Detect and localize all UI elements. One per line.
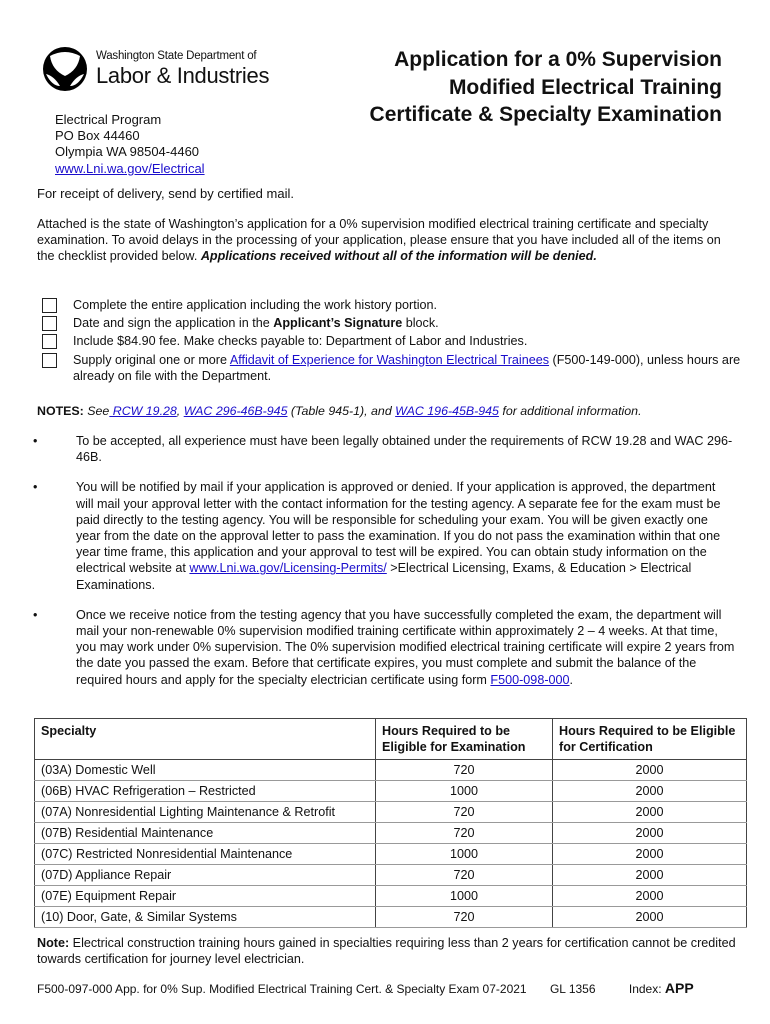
checkbox[interactable]: [42, 316, 57, 331]
table-row: [35, 760, 747, 781]
specialty-cell: (10) Door, Gate, & Similar Systems: [35, 907, 376, 928]
exam-hours-cell: 720: [376, 802, 553, 823]
exam-hours-cell: 1000: [376, 781, 553, 802]
specialty-hours-table: [34, 718, 747, 928]
index-value: APP: [664, 980, 694, 996]
table-row: [35, 844, 747, 865]
cert-hours-cell: 2000: [553, 802, 747, 823]
page-title: [370, 46, 722, 129]
bullet-item: • Once we receive notice from the testing agency that you have successfully completed the exam, the department will mail your non-renewable 0% supervision modified training certificate within approximately 2 – 4 weeks. At that time, you may work under 0% supervision. The 0% supervision modified electrical training certificate will expire 2 years from the date you passed the exam. Before that certificate expires, you must complete and submit the balance of the required hours and apply for the specialty electrician certificate using form F500-098-000.: [33, 607, 735, 687]
specialty-cell: (07A) Nonresidential Lighting Maintenance & Retrofit: [35, 802, 376, 823]
note-text: Electrical construction training hours gained in specialties requiring less than 2 years for certification cannot be credited towards certification for journey level electrician.: [37, 936, 736, 967]
cert-hours-cell: 2000: [553, 886, 747, 907]
checklist-text: Date and sign the application in the: [73, 316, 274, 331]
checklist-bold: Applicant’s Signature: [273, 316, 403, 331]
cert-hours-cell: 2000: [553, 781, 747, 802]
checkbox[interactable]: [42, 334, 57, 349]
po-box: PO Box 44460: [55, 128, 140, 144]
header-cert-hours: Hours Required to be Eligible for Certification: [553, 719, 747, 760]
form-number: F500-097-000 App. for 0% Sup. Modified Electrical Training Cert. & Specialty Exam 07-2021: [37, 982, 527, 996]
table-row: [35, 823, 747, 844]
mailing-address: [55, 112, 205, 177]
bullet-text: Once we receive notice from the testing agency that you have successfully completed the exam, the department will mail your non-renewable 0% supervision modified training certificate within approximately 2 – 4 weeks. At that time, you may work under 0% supervision. The 0% supervision modified electrical training certificate will expire 2 years from the date you passed the exam. Before that certificate expires, you must complete and submit the balance of the required hours and apply for the specialty electrician certificate using form: [76, 607, 735, 687]
cert-hours-cell: 2000: [553, 823, 747, 844]
intro-warning: Applications received without all of the information will be denied.: [200, 249, 597, 264]
specialty-cell: (07E) Equipment Repair: [35, 886, 376, 907]
specialty-cell: (06B) HVAC Refrigeration – Restricted: [35, 781, 376, 802]
specialty-cell: (03A) Domestic Well: [35, 760, 376, 781]
exam-hours-cell: 720: [376, 865, 553, 886]
checkbox[interactable]: [42, 298, 57, 313]
website-link[interactable]: www.Lni.wa.gov/Electrical: [55, 160, 205, 176]
header-specialty: Specialty: [35, 719, 376, 760]
bullet-item: • You will be notified by mail if your application is approved or denied. If your application is approved, the department will mail your approval letter with the contact information for the testing agency. A separate fee for the exam must be paid directly to the testing agency. You will be responsible for scheduling your exam. You will be given exactly one year from the date on the approval letter to pass the examination. If you do not pass the examination within that one year time frame, this application and your approval to test will be expired. You can obtain study information on the electrical website at www.Lni.wa.gov/Licensing-Permits/ >Electrical Licensing, Exams, & Education > Electrical Examinations.: [33, 480, 721, 592]
form-link[interactable]: F500-098-000: [490, 672, 570, 687]
notes-text: See: [83, 404, 110, 418]
bullet-list: [30, 433, 735, 702]
lni-logo-icon: [42, 46, 88, 92]
notes-text: ,: [176, 404, 184, 418]
agency-line2: Labor & Industries: [96, 63, 270, 89]
note-label: Note:: [37, 936, 70, 950]
program-name: Electrical Program: [55, 112, 162, 127]
intro-text: Attached is the state of Washington’s application for a 0% supervision modified electrical training certificate and specialty examination. To avoid delays in the processing of your application, please ensure that you have included all of the items on the checklist provided below.: [37, 217, 721, 264]
specialty-cell: (07B) Residential Maintenance: [35, 823, 376, 844]
exam-hours-cell: 1000: [376, 844, 553, 865]
table-row: [35, 781, 747, 802]
checklist-item: [42, 297, 742, 313]
licensing-link[interactable]: www.Lni.wa.gov/Licensing-Permits/: [189, 561, 387, 576]
notes-text: (Table 945-1), and: [287, 404, 396, 418]
rcw-link[interactable]: RCW 19.28: [109, 404, 177, 418]
index-label: Index:: [628, 982, 662, 996]
table-row: [35, 907, 747, 928]
checklist-text: Supply original one or more: [73, 352, 230, 367]
exam-hours-cell: 720: [376, 760, 553, 781]
checklist: [42, 297, 742, 386]
header-exam-hours: Hours Required to be Eligible for Examination: [376, 719, 553, 760]
cert-hours-cell: 2000: [553, 760, 747, 781]
bullet-text: To be accepted, all experience must have been legally obtained under the requirements of RCW 19.28 and WAC 296-46B.: [76, 434, 733, 465]
title-line: Application for a 0% Supervision: [394, 48, 722, 71]
table-row: [35, 802, 747, 823]
exam-hours-cell: 720: [376, 823, 553, 844]
lni-logo: [42, 46, 269, 92]
checklist-text: Complete the entire application including the work history portion.: [73, 298, 438, 312]
note: [37, 935, 737, 967]
wac-296-link[interactable]: WAC 296-46B-945: [183, 404, 288, 418]
cert-hours-cell: 2000: [553, 844, 747, 865]
agency-line1: Washington State Department of: [96, 49, 257, 62]
notes-text: for additional information.: [498, 404, 642, 418]
specialty-cell: (07D) Appliance Repair: [35, 865, 376, 886]
city-zip: Olympia WA 98504-4460: [55, 144, 200, 160]
notes-label: NOTES:: [37, 404, 84, 418]
bullet-text: You will be notified by mail if your application is approved or denied. If your application is approved, the department will mail your approval letter with the contact information for the testing agency. A separate fee for the exam must be paid directly to the testing agency. You will be responsible for scheduling your exam. You will be given exactly one year from the date on the approval letter to pass the examination. If you do not pass the examination within that one year time frame, this application and your approval to test will be expired. You can obtain study information on the electrical website at: [76, 480, 721, 576]
gl-number: GL 1356: [549, 982, 596, 996]
delivery-note: For receipt of delivery, send by certified mail.: [37, 186, 294, 201]
title-line: Modified Electrical Training: [448, 75, 722, 99]
checklist-text: (F500-149-000), unless hours are already on file with the Department.: [73, 352, 741, 383]
bullet-text: .: [569, 672, 574, 687]
checklist-item: [42, 352, 742, 384]
table-row: [35, 865, 747, 886]
checklist-item: [42, 315, 742, 331]
affidavit-link[interactable]: Affidavit of Experience for Washington Electrical Trainees: [229, 352, 550, 367]
checklist-item: [42, 333, 742, 349]
table-row: [35, 886, 747, 907]
table-header-row: [35, 719, 747, 760]
footer: [37, 980, 737, 997]
cert-hours-cell: 2000: [553, 865, 747, 886]
wac-196-link[interactable]: WAC 196-45B-945: [395, 404, 499, 418]
title-line: Certificate & Specialty Examination: [369, 103, 722, 126]
exam-hours-cell: 1000: [376, 886, 553, 907]
bullet-item: • To be accepted, all experience must have been legally obtained under the requirements of RCW 19.28 and WAC 296-46B.: [30, 433, 735, 465]
intro-paragraph: [37, 216, 737, 265]
checkbox[interactable]: [42, 353, 57, 368]
bullet-text: >Electrical Licensing, Exams, & Education > Electrical Examinations.: [76, 561, 692, 592]
exam-hours-cell: 720: [376, 907, 553, 928]
checklist-text: block.: [402, 316, 439, 331]
notes-line: [37, 403, 747, 419]
specialty-cell: (07C) Restricted Nonresidential Maintenance: [35, 844, 376, 865]
checklist-text: Include $84.90 fee. Make checks payable to: Department of Labor and Industries.: [73, 334, 528, 349]
cert-hours-cell: 2000: [553, 907, 747, 928]
